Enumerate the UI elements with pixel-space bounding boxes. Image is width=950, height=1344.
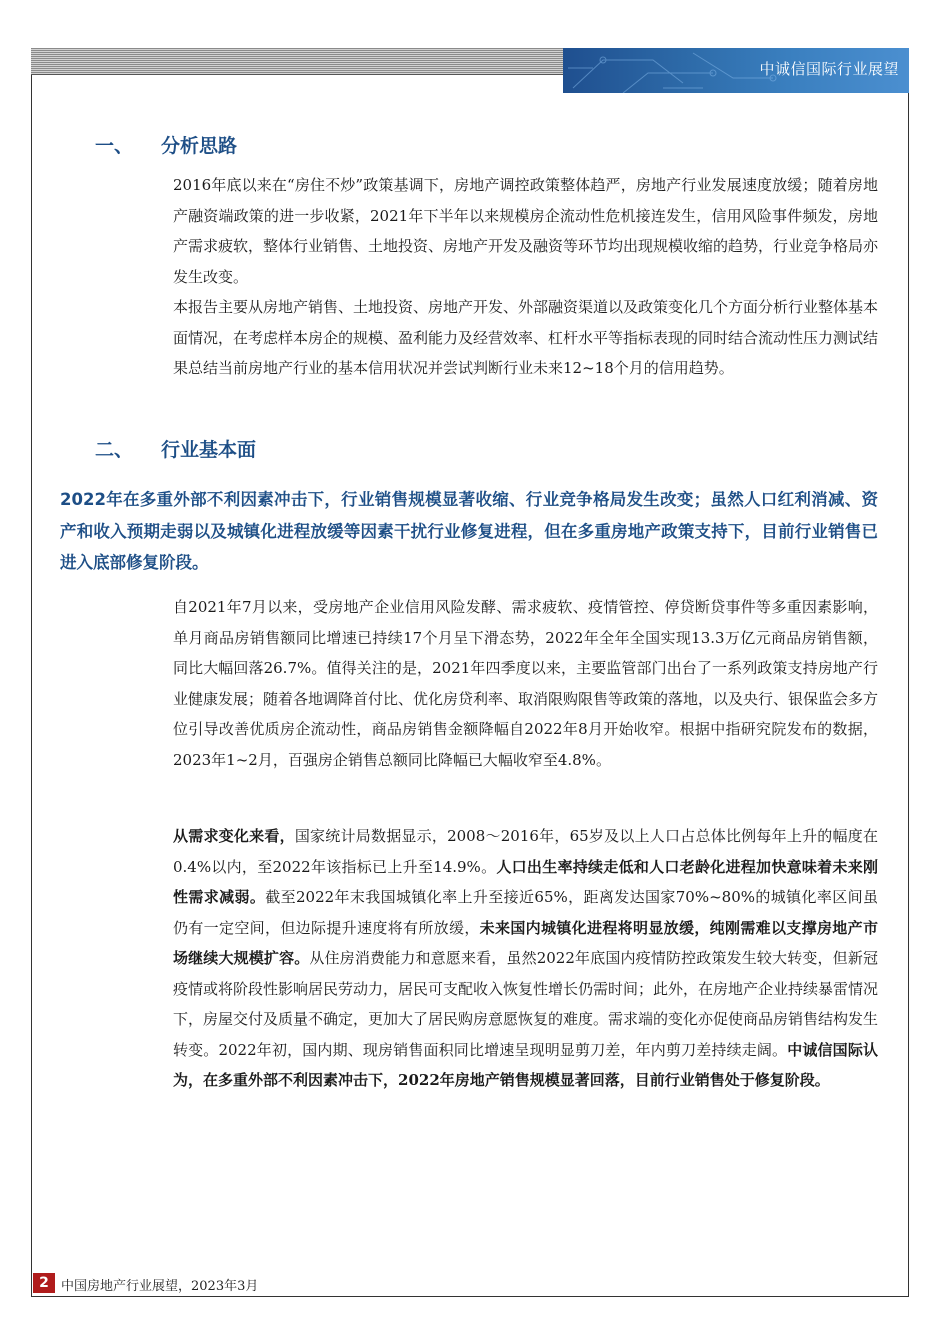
bold-phrase: 从需求变化来看，: [173, 827, 295, 845]
text-span: 截至2022年末我国城镇化率上升至接近65%，距离发达国家70%~80%的城镇化率区间虽仍有一定空间，但边际提升速度将有所放缓，: [173, 888, 878, 937]
bold-phrase: 未来国内城镇化进程将明显放缓，纯刚需难以支撑房地产市场继续大规模扩容。: [173, 918, 878, 967]
footer-rule: [31, 1296, 909, 1297]
section-heading-2: [95, 435, 256, 462]
bold-phrase: 中诚信国际认为，在多重外部不利因素冲击下，2022年房地产销售规模显著回落，目前行业销售处于修复阶段。: [173, 1040, 878, 1089]
paragraph: 本报告主要从房地产销售、土地投资、房地产开发、外部融资渠道以及政策变化几个方面分析行业整体基本面情况，在考虑样本房企的规模、盈利能力及经营效率、杠杆水平等指标表现的同时结合流动性压力测试结果总结当前房地产行业的基本信用状况并尝试判断行业未来12~18个月的信用趋势。: [173, 298, 879, 377]
paragraph: 2016年底以来在“房住不炒”政策基调下，房地产调控政策整体趋严，房地产行业发展速度放缓；随着房地产融资端政策的进一步收紧，2021年下半年以来规模房企流动性危机接连发生，信用风险事件频发，房地产需求疲软，整体行业销售、土地投资、房地产开发及融资等环节均出现规模收缩的趋势，行业竞争格局亦发生改变。: [173, 176, 879, 286]
section-title: 分析思路: [161, 135, 238, 157]
section-heading-1: [95, 131, 237, 158]
bold-phrase: 人口出生率持续走低和人口老龄化进程加快意味着未来刚性需求减弱。: [173, 857, 878, 906]
footer-text: 中国房地产行业展望，2023年3月: [61, 1279, 259, 1294]
header-banner: [563, 48, 909, 93]
header-stripe: [31, 48, 563, 74]
section-title: 行业基本面: [161, 439, 257, 461]
lead-summary: 2022年在多重外部不利因素冲击下，行业销售规模显著收缩、行业竞争格局发生改变；虽然人口红利消减、资产和收入预期走弱以及城镇化进程放缓等因素干扰行业修复进程，但在多重房地产政策支持下，目前行业销售已进入底部修复阶段。: [60, 490, 878, 572]
text-span: 国家统计局数据显示，2008～2016年，65岁及以上人口占总体比例每年上升的幅度在0.4%以内，至2022年该指标已上升至14.9%。: [173, 827, 878, 876]
paragraph: [173, 821, 878, 1096]
section-number: 一、: [95, 135, 134, 157]
text-span: 从住房消费能力和意愿来看，虽然2022年底国内疫情防控政策发生较大转变，但新冠疫情或将阶段性影响居民劳动力，居民可支配收入恢复性增长仍需时间；此外，在房地产企业持续暴雷情况下，房屋交付及质量不确定，更加大了居民购房意愿恢复的难度。需求端的变化亦促使商品房销售结构发生转变。2022年初，国内期、现房销售面积同比增速呈现明显剪刀差，年内剪刀差持续走阔。: [173, 949, 879, 1059]
header-rule: [31, 74, 563, 75]
section-number: 二、: [95, 439, 134, 461]
page-number-badge: 2: [33, 1273, 55, 1293]
header-title: 中诚信国际行业展望: [759, 60, 899, 78]
paragraph: 自2021年7月以来，受房地产企业信用风险发酵、需求疲软、疫情管控、停贷断贷事件等多重因素影响，单月商品房销售额同比增速已持续17个月呈下滑态势，2022年全年全国实现13.3万亿元商品房销售额，同比大幅回落26.7%。值得关注的是，2021年四季度以来，主要监管部门出台了一系列政策支持房地产行业健康发展；随着各地调降首付比、优化房贷利率、取消限购限售等政策的落地，以及央行、银保监会多方位引导改善优质房企流动性，商品房销售金额降幅自2022年8月开始收窄。根据中指研究院发布的数据，2023年1~2月，百强房企销售总额同比降幅已大幅收窄至4.8%。: [173, 598, 879, 769]
